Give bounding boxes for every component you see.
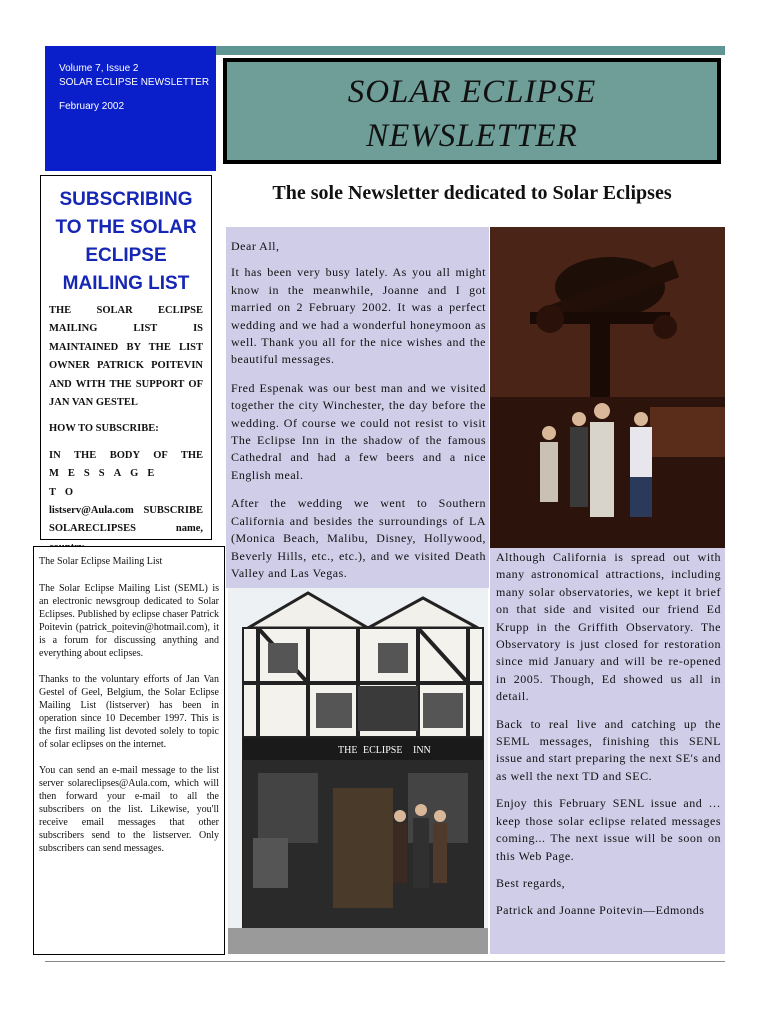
how-to-subscribe-heading: HOW TO SUBSCRIBE: [49, 423, 159, 435]
letter-paragraph-6: Enjoy this February SENL issue and … keep those solar eclipse related messages coming... The next issue will be soon on this Web Page. [496, 796, 721, 863]
subscribe-in-body: IN THE BODY OF THE [49, 449, 203, 461]
footer-rule [45, 961, 725, 962]
subscribe-text [49, 302, 203, 557]
subscribe-message-to: MESSAGE TO [49, 468, 164, 498]
inn-sign-eclipse: ECLIPSE [363, 745, 403, 756]
subscribe-intro: THE SOLAR ECLIPSE MAILING LIST IS MAINTAINED BY THE LIST OWNER PATRICK POITEVIN AND WITH THE SUPPORT OF JAN VAN GESTEL [49, 305, 203, 409]
seml-info-box [33, 546, 225, 955]
letter-paragraph-5: Back to real live and catching up the SEML messages, finishing this SENL issue and start preparing the next SE's and as well the next TD and SEC. [496, 716, 721, 783]
newsletter-subtitle: The sole Newsletter dedicated to Solar Eclipses [272, 182, 672, 204]
subscribe-heading: SUBSCRIBING TO THE SOLAR ECLIPSE MAILING LIST [55, 189, 197, 294]
inn-sign-inn: INN [413, 745, 431, 756]
title-line-2: NEWSLETTER [366, 118, 578, 154]
volume-issue: Volume 7, Issue 2 [59, 63, 139, 74]
letter-signature: Patrick and Joanne Poitevin—Edmonds [496, 903, 705, 918]
eclipse-inn-photo [228, 588, 488, 954]
subscribe-address: listserv@Aula.com SUBSCRIBE SOLARECLIPSES name, [49, 505, 203, 535]
letter-greeting: Dear All, [231, 239, 280, 253]
seml-paragraph-1: The Solar Eclipse Mailing List (SEML) is an electronic newsgroup dedicated to Solar Eclipses. Published by eclipse chaser Patrick Poitevin (patrick_poitevin@hotmail.com), it is a forum for discussing anything and everything about eclipses. [39, 583, 219, 659]
issue-date: February 2002 [59, 101, 125, 112]
letter-closing: Best regards, [496, 875, 566, 890]
letter-paragraph-3: After the wedding we went to Southern California and besides the surroundings of LA (Monica Beach, Malibu, Disney, Hollywood, Beverly Hills, etc., etc.), and we visited Death Valley and Las Vegas. [231, 496, 486, 580]
title-line-1: SOLAR ECLIPSE [347, 74, 597, 110]
newsletter-name: SOLAR ECLIPSE NEWSLETTER [59, 77, 210, 88]
masthead-info-block [45, 46, 216, 171]
newsletter-title [223, 58, 721, 164]
letter-paragraph-1: It has been very busy lately. As you all might know in the meanwhile, Joanne and I got married on 2 February 2002. It was a perfect wedding and we had a wonderful honeymoon as well. Thank you all for the nice wishes and the beautiful messages. [231, 265, 486, 367]
letter-paragraph-2: Fred Espenak was our best man and we visited together the city Winchester, the day before the wedding. Of course we could not resist to visit The Eclipse Inn in the shadow of the famous Cathedral and had a few beers and a nice English meal. [231, 380, 486, 482]
letter-paragraph-4: Although California is spread out with many astronomical attractions, including many solar observatories, we kept it brief on that side and visited our friend Ed Krupp in the Griffith Observatory. The Observatory is just closed for restoration since mid January and will be re-opened in 2005. Though, Ed showed us all in detail. [496, 550, 721, 704]
seml-paragraph-3: You can send an e-mail message to the list server solareclipses@Aula.com, which will then forward your e-mail to all the subscribers on the list. Likewise, you'll receive email messages that other subscribers send to the listserver. Only subscribers can send messages. [39, 765, 219, 854]
observatory-photo [490, 227, 725, 548]
seml-paragraph-2: Thanks to the voluntary efforts of Jan Van Gestel of Geel, Belgium, the Solar Eclipse Mailing List (listserver) has been in operation since 10 December 1997. This is the first mailing list devoted solely to topic of solar eclipses on the internet. [39, 674, 219, 750]
inn-sign-the: THE [338, 745, 358, 756]
letter-column-left [231, 238, 486, 593]
seml-heading: The Solar Eclipse Mailing List [39, 556, 163, 567]
subscribe-box [40, 175, 212, 540]
masthead-teal-strip [216, 46, 725, 55]
letter-column-right [496, 549, 721, 930]
